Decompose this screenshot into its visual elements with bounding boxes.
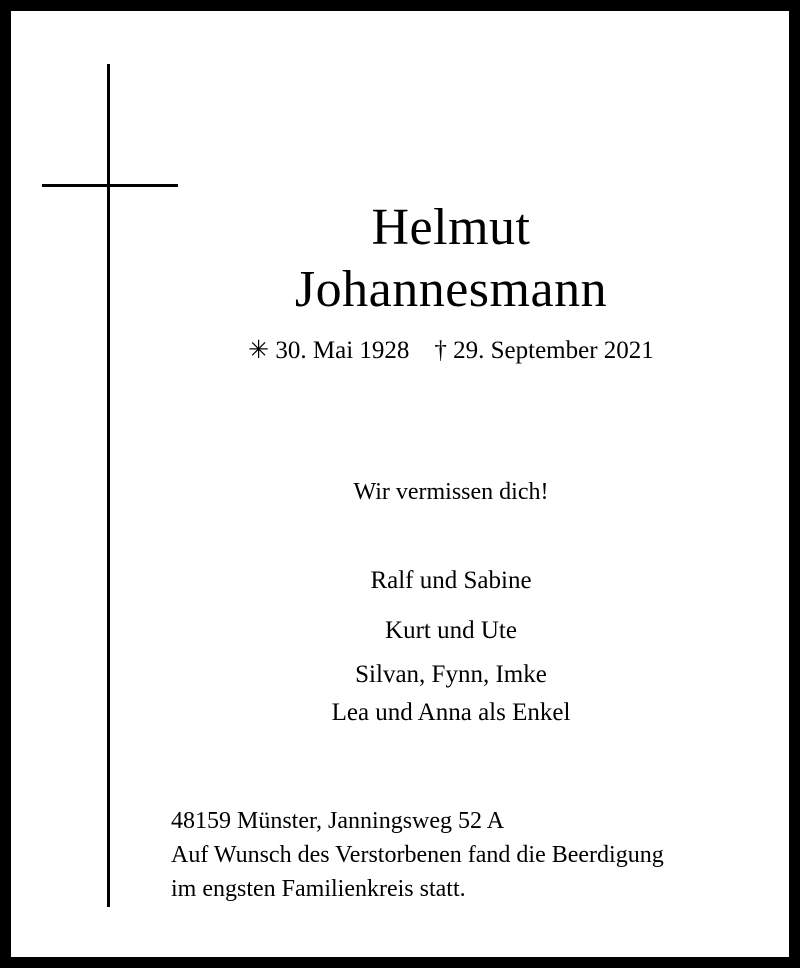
survivor-line: Lea und Anna als Enkel [331,699,571,726]
notice-footer [171,804,791,906]
deceased-name-block [151,197,751,367]
deceased-first-name: Helmut [371,199,531,256]
survivor-line: Kurt und Ute [385,617,517,644]
notice-content [151,11,781,957]
address-line: 48159 Münster, Janningsweg 52 A [171,808,505,834]
cross-icon-vertical-bar [107,64,110,907]
survivor-line: Silvan, Fynn, Imke [355,661,547,688]
funeral-note-line-1: Auf Wunsch des Verstorbenen fand die Beerdigung [171,842,664,868]
memorial-message: Wir vermissen dich! [353,479,549,505]
funeral-note-line-2: im engsten Familienkreis statt. [171,876,466,902]
deceased-last-name: Johannesmann [294,261,608,318]
survivors-list [151,556,751,732]
birth-and-death-dates: ✳ 30. Mai 1928 † 29. September 2021 [248,337,654,364]
survivor-line: Ralf und Sabine [370,567,532,594]
